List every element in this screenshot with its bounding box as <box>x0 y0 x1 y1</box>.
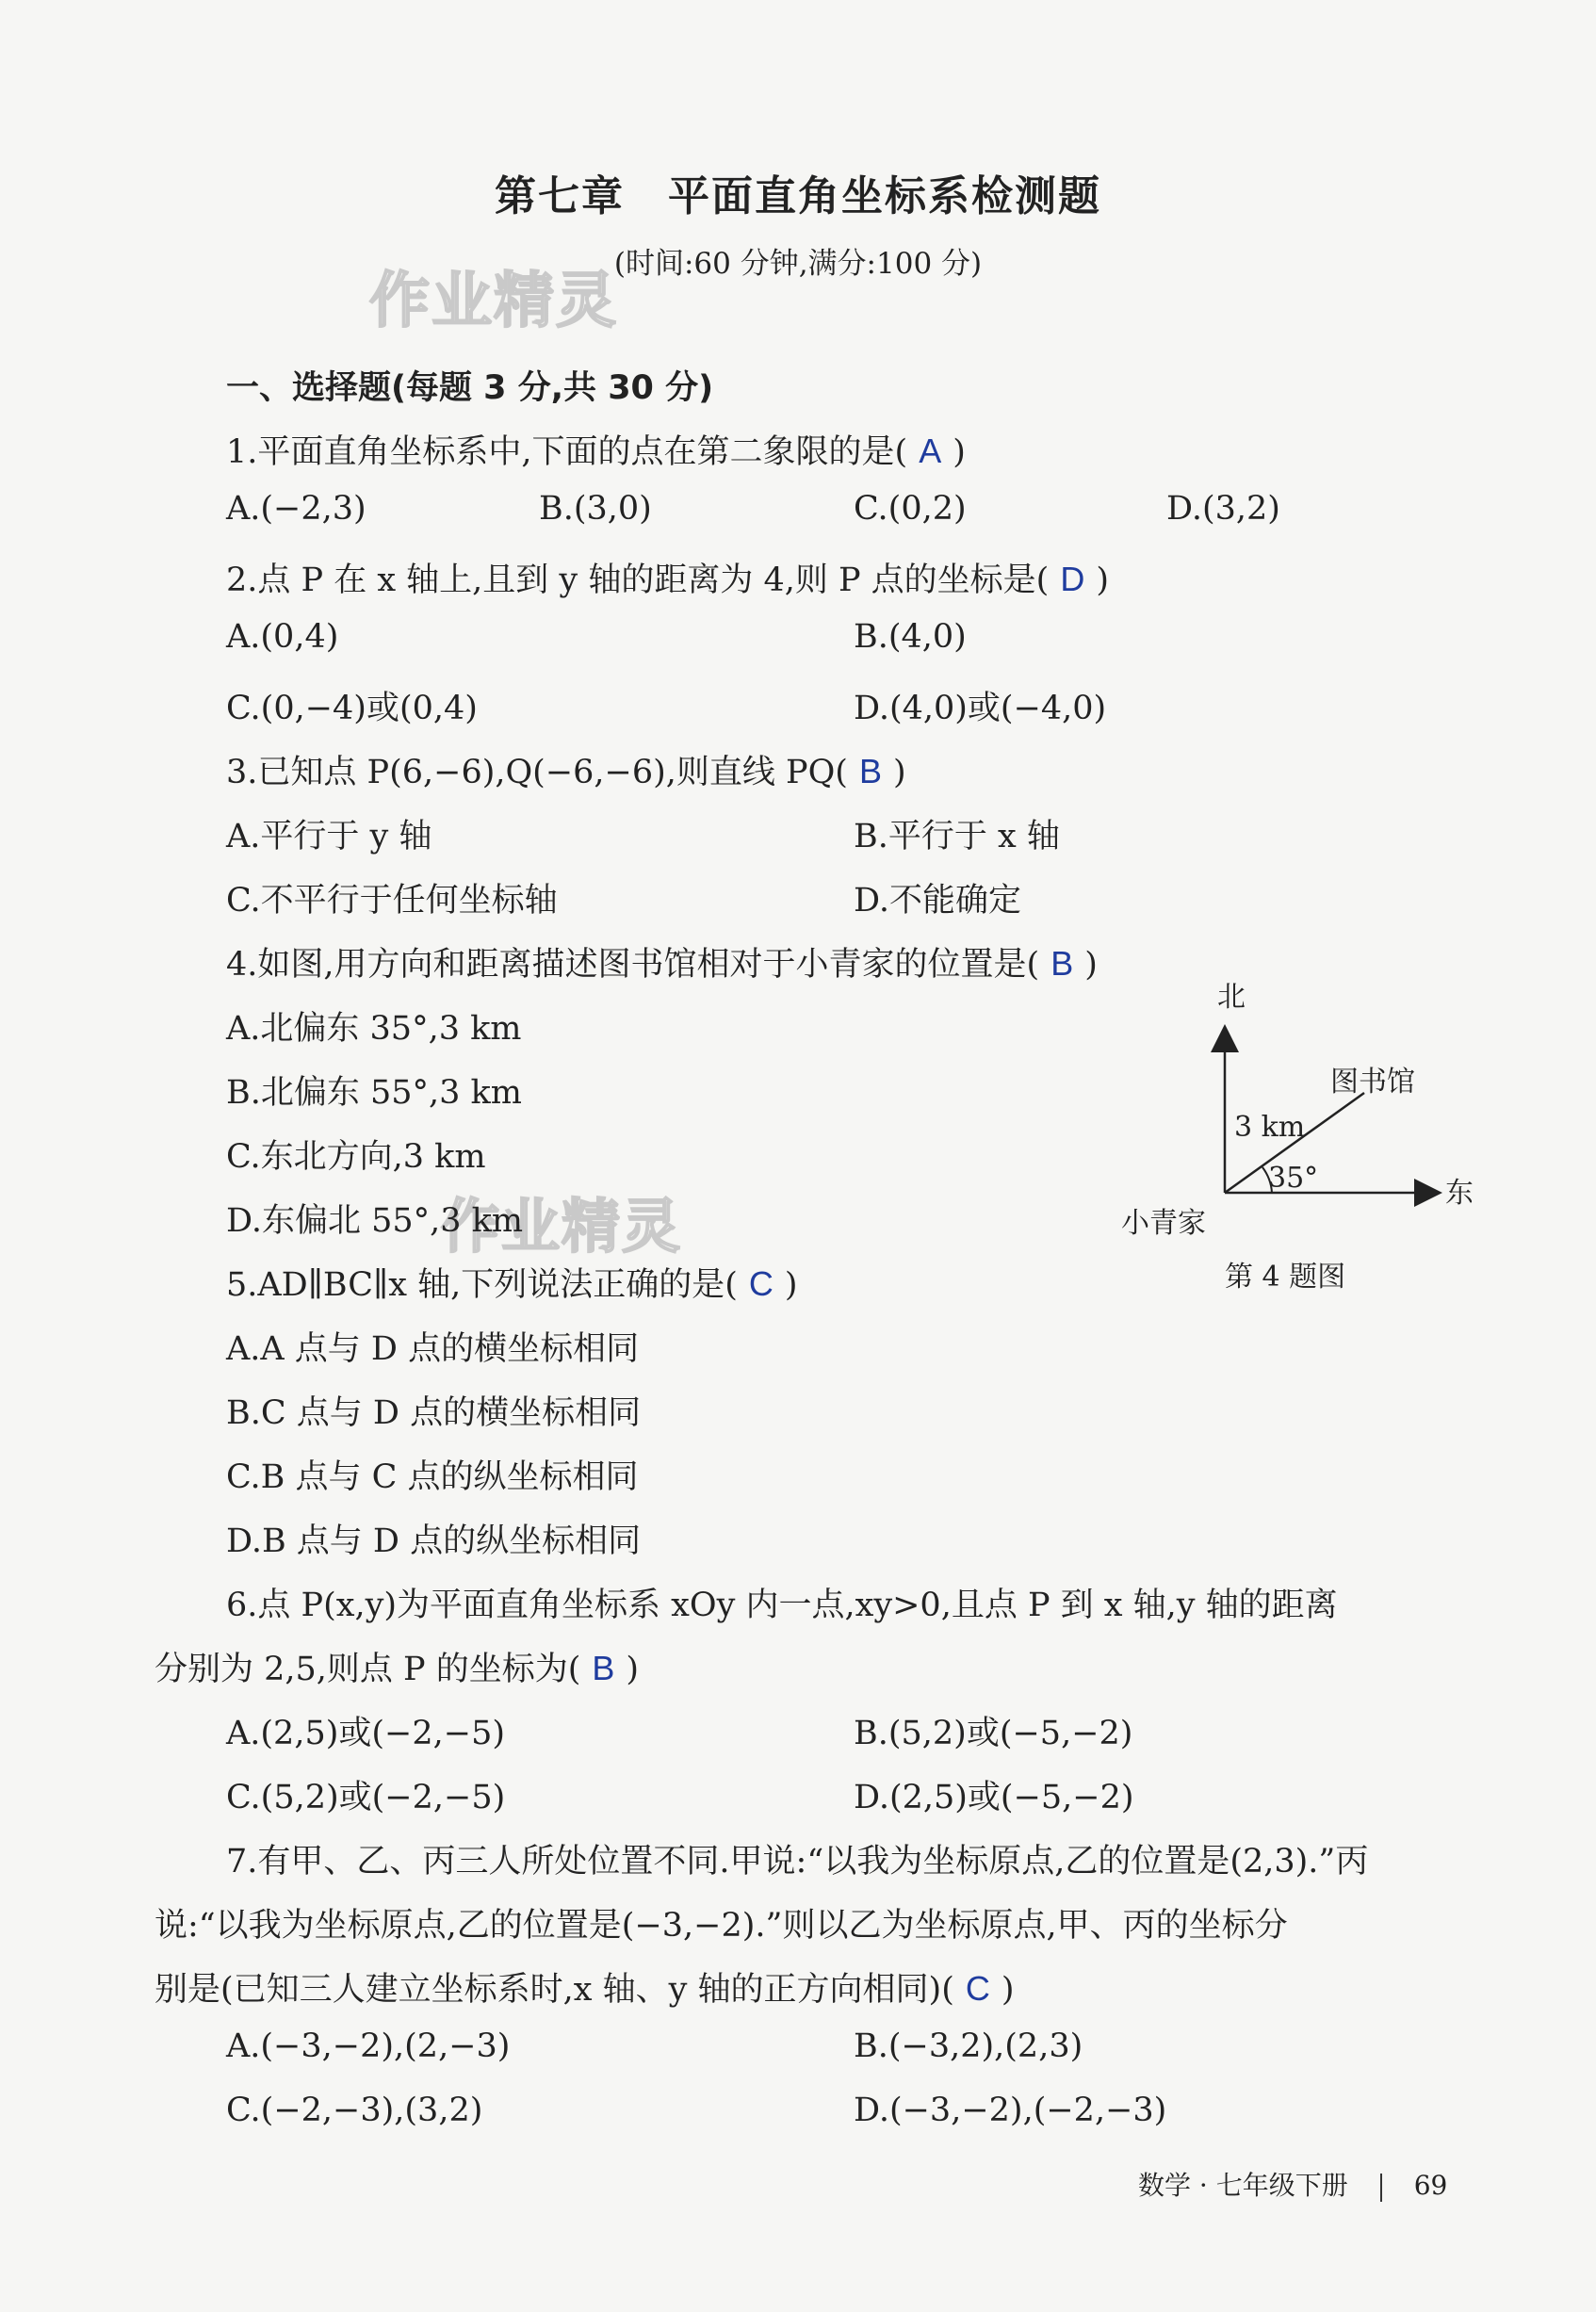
question-7-line-1: 7.有甲、乙、丙三人所处位置不同.甲说:“以我为坐标原点,乙的位置是(2,3).”丙 <box>226 1843 1369 1881</box>
question-3: 3.已知点 P(6,−6),Q(−6,−6),则直线 PQ( B ) <box>226 752 906 791</box>
answer-3: B <box>858 752 882 790</box>
section-heading: 一、选择题(每题 3 分,共 30 分) <box>226 369 714 407</box>
library-label: 图书馆 <box>1330 1066 1415 1099</box>
page-subtitle: (时间:60 分钟,满分:100 分) <box>613 247 983 281</box>
page-title: 第七章 平面直角坐标系检测题 <box>495 172 1101 220</box>
watermark: 作业精灵 <box>369 267 618 336</box>
question-6-line-2: 分别为 2,5,则点 P 的坐标为( B ) <box>155 1649 640 1688</box>
question-5: 5.AD∥BC∥x 轴,下列说法正确的是( C ) <box>226 1264 798 1304</box>
north-label: 北 <box>1217 981 1246 1014</box>
option: D.不能确定 <box>854 882 1021 920</box>
option: B.(4,0) <box>854 618 967 656</box>
answer-2: D <box>1060 560 1085 598</box>
option: D.(4,0)或(−4,0) <box>854 690 1107 727</box>
option: A.平行于 y 轴 <box>226 818 432 855</box>
distance-label: 3 km <box>1234 1111 1306 1144</box>
option: D.B 点与 D 点的纵坐标相同 <box>226 1522 642 1560</box>
page-footer <box>1138 2165 1447 2203</box>
option: C.(−2,−3),(3,2) <box>226 2092 483 2129</box>
option: A.(−3,−2),(2,−3) <box>226 2027 511 2065</box>
book-name: 数学 · 七年级下册 <box>1138 2170 1348 2201</box>
option: B.(3,0) <box>539 490 652 528</box>
question-6-line-1: 6.点 P(x,y)为平面直角坐标系 xOy 内一点,xy>0,且点 P 到 x 轴,y 轴的距离 <box>226 1587 1338 1624</box>
option: B.C 点与 D 点的横坐标相同 <box>226 1394 642 1432</box>
figure-caption: 第 4 题图 <box>1225 1261 1346 1294</box>
option: B.(5,2)或(−5,−2) <box>854 1715 1133 1752</box>
option: A.(0,4) <box>226 618 339 656</box>
question-1: 1.平面直角坐标系中,下面的点在第二象限的是( A ) <box>226 431 966 471</box>
option: B.北偏东 55°,3 km <box>226 1074 522 1112</box>
option: D.(2,5)或(−5,−2) <box>854 1779 1134 1816</box>
answer-1: A <box>919 431 942 470</box>
option: A.北偏东 35°,3 km <box>226 1010 522 1048</box>
angle-label: 35° <box>1268 1162 1319 1195</box>
option: D.东偏北 55°,3 km <box>226 1202 524 1240</box>
question-2: 2.点 P 在 x 轴上,且到 y 轴的距离为 4,则 P 点的坐标是( D ) <box>226 560 1109 599</box>
option: C.不平行于任何坐标轴 <box>226 882 558 920</box>
option: B.平行于 x 轴 <box>854 818 1060 855</box>
home-label: 小青家 <box>1121 1207 1206 1240</box>
option: A.A 点与 D 点的横坐标相同 <box>226 1330 640 1368</box>
option: C.(5,2)或(−2,−5) <box>226 1779 506 1816</box>
option: A.(−2,3) <box>226 490 366 528</box>
option: A.(2,5)或(−2,−5) <box>226 1715 505 1752</box>
east-label: 东 <box>1445 1177 1474 1210</box>
footer-divider <box>1380 2174 1382 2202</box>
option: C.东北方向,3 km <box>226 1138 486 1176</box>
option: D.(3,2) <box>1166 490 1280 528</box>
direction-figure <box>1112 980 1507 1300</box>
option: D.(−3,−2),(−2,−3) <box>854 2092 1167 2129</box>
option: C.B 点与 C 点的纵坐标相同 <box>226 1458 639 1496</box>
option: B.(−3,2),(2,3) <box>854 2027 1083 2065</box>
question-7-line-3: 别是(已知三人建立坐标系时,x 轴、y 轴的正方向相同)( C ) <box>155 1969 1015 2009</box>
answer-4: B <box>1050 944 1074 983</box>
answer-5: C <box>748 1264 774 1303</box>
answer-7: C <box>965 1969 990 2008</box>
page-number: 69 <box>1413 2170 1448 2201</box>
question-7-line-2: 说:“以我为坐标原点,乙的位置是(−3,−2).”则以乙为坐标原点,甲、丙的坐标分 <box>155 1907 1288 1945</box>
option: C.(0,−4)或(0,4) <box>226 690 478 727</box>
option: C.(0,2) <box>854 490 967 528</box>
watermark: 作业精灵 <box>441 1192 683 1261</box>
answer-6: B <box>592 1649 615 1687</box>
question-4: 4.如图,用方向和距离描述图书馆相对于小青家的位置是( B ) <box>226 944 1098 984</box>
